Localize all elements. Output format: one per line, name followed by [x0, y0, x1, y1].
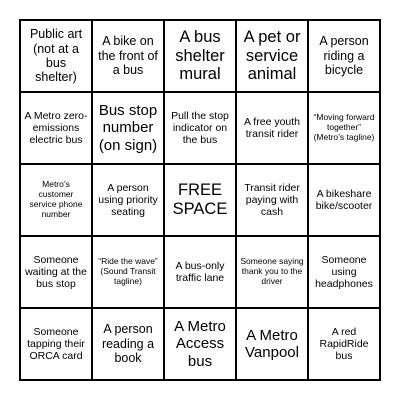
cell-text: Pull the stop indicator on the bus: [171, 109, 229, 147]
bingo-cell-person-riding-bicycle[interactable]: [308, 20, 380, 92]
bingo-cell-reading-a-book[interactable]: [92, 308, 164, 380]
cell-text: FREE SPACE: [172, 181, 228, 218]
bingo-cell-pet-or-service-animal[interactable]: [236, 20, 308, 92]
cell-text: A bus shelter mural: [175, 27, 225, 84]
bingo-cell-free-youth-rider[interactable]: [236, 92, 308, 164]
bingo-cell-tapping-orca-card[interactable]: [20, 308, 92, 380]
bingo-cell-waiting-at-bus-stop[interactable]: [20, 236, 92, 308]
bingo-cell-bus-only-lane[interactable]: [164, 236, 236, 308]
cell-text: A free youth transit rider: [243, 115, 301, 140]
bingo-cell-paying-with-cash[interactable]: [236, 164, 308, 236]
bingo-cell-bus-stop-number[interactable]: [92, 92, 164, 164]
cell-text: Someone using headphones: [315, 253, 373, 291]
cell-text: A person reading a book: [101, 322, 155, 366]
cell-text: A Metro Access bus: [174, 318, 226, 370]
bingo-cell-zero-emissions-bus[interactable]: [20, 92, 92, 164]
cell-text: Public art (not at a bus shelter): [29, 27, 83, 85]
bingo-cell-metro-tagline[interactable]: [308, 92, 380, 164]
bingo-cell-red-rapidride-bus[interactable]: [308, 308, 380, 380]
cell-text: “Moving forward together” (Metro’s tagline): [313, 112, 375, 142]
bingo-cell-metro-access-bus[interactable]: [164, 308, 236, 380]
cell-text: “Ride the wave” (Sound Transit tagline): [98, 256, 158, 286]
bingo-cell-bus-shelter-mural[interactable]: [164, 20, 236, 92]
bingo-cell-using-headphones[interactable]: [308, 236, 380, 308]
bingo-cell-customer-service-phone[interactable]: [20, 164, 92, 236]
cell-text: Someone saying thank you to the driver: [240, 256, 304, 286]
bingo-cell-metro-vanpool[interactable]: [236, 308, 308, 380]
bingo-cell-thank-the-driver[interactable]: [236, 236, 308, 308]
cell-text: A person using priority seating: [98, 181, 158, 219]
cell-text: A bus-only traffic lane: [175, 259, 225, 284]
bingo-cell-bike-on-bus[interactable]: [92, 20, 164, 92]
cell-text: A bike on the front of a bus: [98, 34, 158, 78]
bingo-cell-free-space[interactable]: [164, 164, 236, 236]
cell-text: A Metro Vanpool: [245, 326, 299, 361]
bingo-cell-public-art[interactable]: [20, 20, 92, 92]
cell-text: Someone waiting at the bus stop: [25, 253, 87, 291]
cell-text: A bikeshare bike/scooter: [315, 187, 373, 212]
bingo-cell-sound-transit-tagline[interactable]: [92, 236, 164, 308]
cell-text: Someone tapping their ORCA card: [27, 325, 85, 363]
cell-text: A person riding a bicycle: [319, 34, 369, 78]
cell-text: Metro’s customer service phone number: [29, 179, 83, 219]
bingo-cell-priority-seating[interactable]: [92, 164, 164, 236]
bingo-cell-pull-stop-indicator[interactable]: [164, 92, 236, 164]
bingo-cell-bikeshare[interactable]: [308, 164, 380, 236]
bingo-board: [19, 19, 381, 381]
cell-text: A Metro zero-emissions electric bus: [24, 109, 88, 147]
cell-text: A red RapidRide bus: [319, 325, 369, 363]
cell-text: A pet or service animal: [243, 27, 301, 84]
cell-text: Bus stop number (on sign): [98, 102, 158, 154]
cell-text: Transit rider paying with cash: [244, 181, 300, 219]
